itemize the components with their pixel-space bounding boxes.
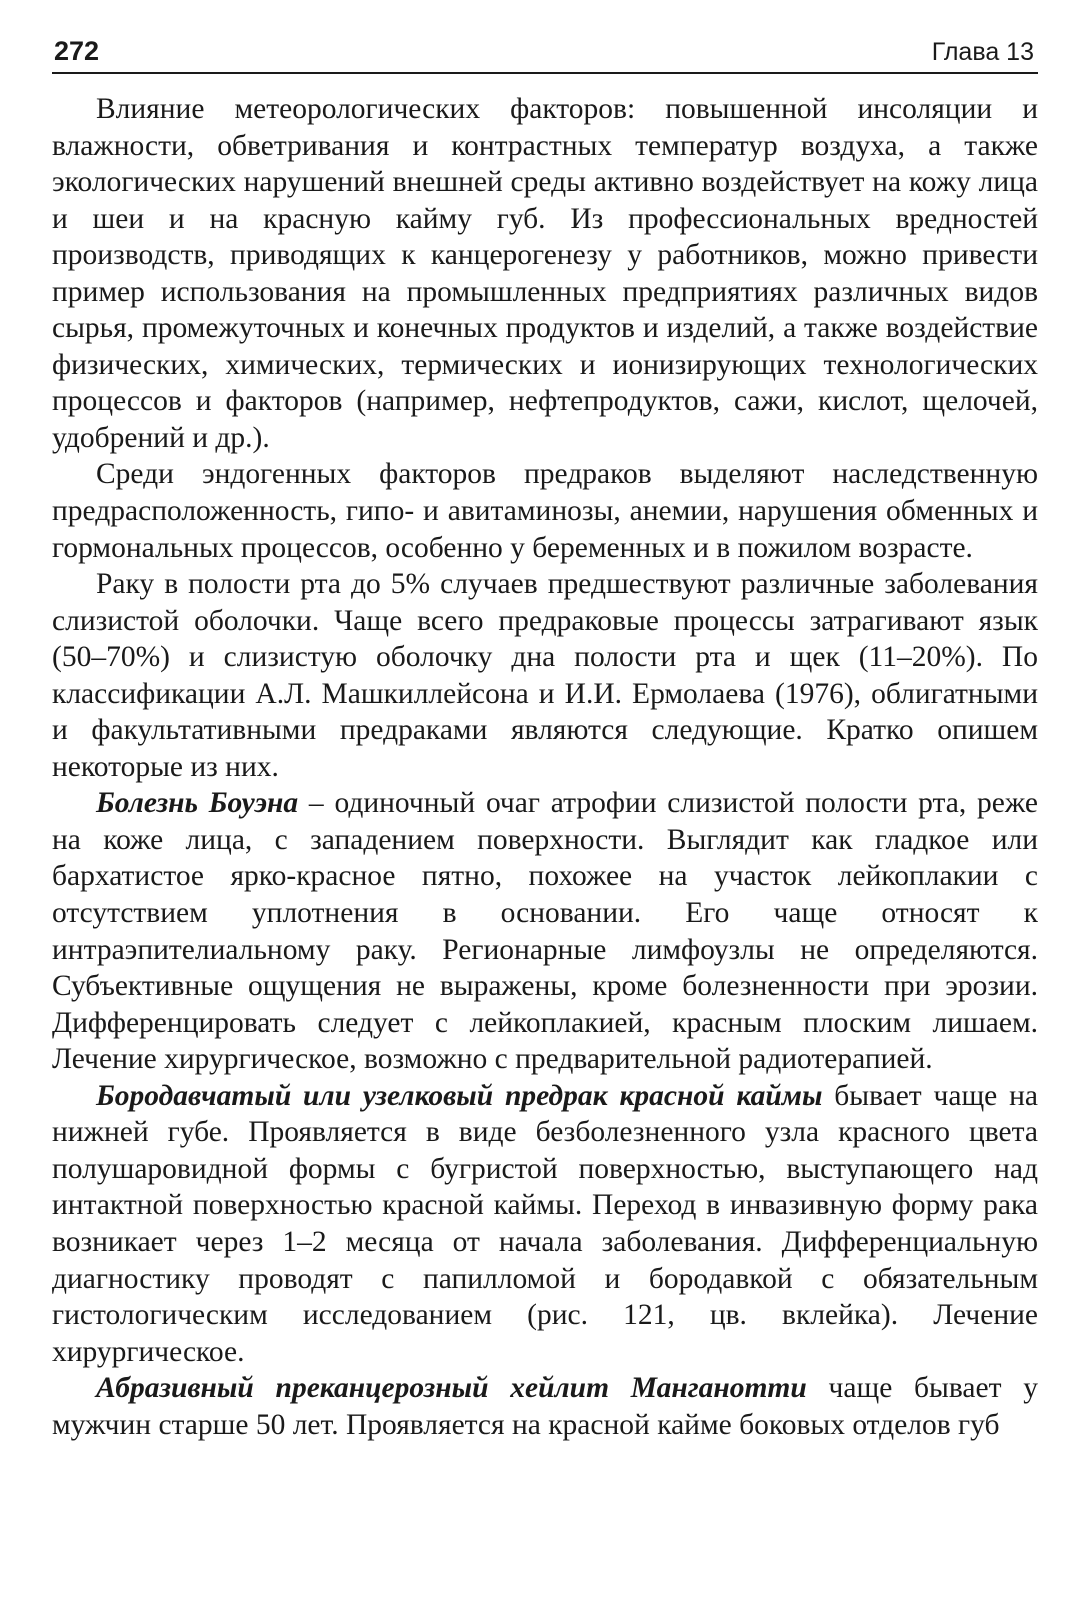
chapter-title: Глава 13 bbox=[931, 38, 1034, 66]
paragraph: Болезнь Боуэна – одиночный очаг атрофии слизистой полости рта, реже на коже лица, с западением поверхности. Выглядит как гладкое или бархатистое ярко-красное пятно, похожее на участок лейкоплакии с отсутствием уплотнения в основании. Его чаще относят к интраэпителиальному раку. Регионарные лимфоузлы не определяются. Субъективные ощущения не выражены, кроме болезненности при эрозии. Дифференцировать следует с лейкоплакией, красным плоским лишаем. Лечение хирургическое, возможно с предварительной радиотерапией. bbox=[52, 787, 1038, 1076]
paragraph: Раку в полости рта до 5% случаев предшествуют различные заболевания слизистой оболочки. Чаще всего предраковые процессы затрагивают язык (50–70%) и слизистую оболочку дна полости рта и щек (11–20%). По классификации А.Л. Машкиллейсона и И.И. Ермолаева (1976), облигатными и факультативными предраками являются следующие. Кратко опишем некоторые из них. bbox=[52, 568, 1038, 783]
body-text bbox=[52, 91, 1038, 1443]
page-number: 272 bbox=[54, 36, 100, 66]
paragraph: Бородавчатый или узелковый предрак красной каймы бывает чаще на нижней губе. Проявляется в виде безболезненного узла красного цвета полушаровидной формы с бугристой поверхностью, выступающего над интактной поверхностью красной каймы. Переход в инвазивную форму рака возникает через 1–2 месяца от начала заболевания. Дифференциальную диагностику проводят с папилломой и бородавкой с обязательным гистологическим исследованием (рис. 121, цв. вклейка). Лечение хирургическое. bbox=[52, 1079, 1038, 1368]
paragraph: Среди эндогенных факторов предраков выделяют наследственную предрасположенность, гипо- и авитаминозы, анемии, нарушения обменных и гормональных процессов, особенно у беременных и в пожилом возрасте. bbox=[52, 458, 1038, 564]
term-verrucous-precancer: Бородавчатый или узелковый предрак красной каймы bbox=[96, 1079, 823, 1112]
term-manganotti-cheilitis: Абразивный преканцерозный хейлит Манганотти bbox=[96, 1372, 807, 1405]
running-header bbox=[52, 34, 1038, 74]
paragraph: Абразивный преканцерозный хейлит Манганотти чаще бывает у мужчин старше 50 лет. Проявляется на красной кайме боковых отделов губ bbox=[52, 1372, 1039, 1441]
term-bowen-disease: Болезнь Боуэна bbox=[96, 787, 299, 820]
paragraph: Влияние метеорологических факторов: повышенной инсоляции и влажности, обветривания и контрастных температур воздуха, а также экологических нарушений внешней среды активно воздействует на кожу лица и шеи и на красную кайму губ. Из профессиональных вредностей производств, приводящих к канцерогенезу у работников, можно привести пример использования на промышленных предприятиях различных видов сырья, промежуточных и конечных продуктов и изделий, а также воздействие физических, химических, термических и ионизирующих технологических процессов и факторов (например, нефтепродуктов, сажи, кислот, щелочей, удобрений и др.). bbox=[52, 93, 1038, 454]
